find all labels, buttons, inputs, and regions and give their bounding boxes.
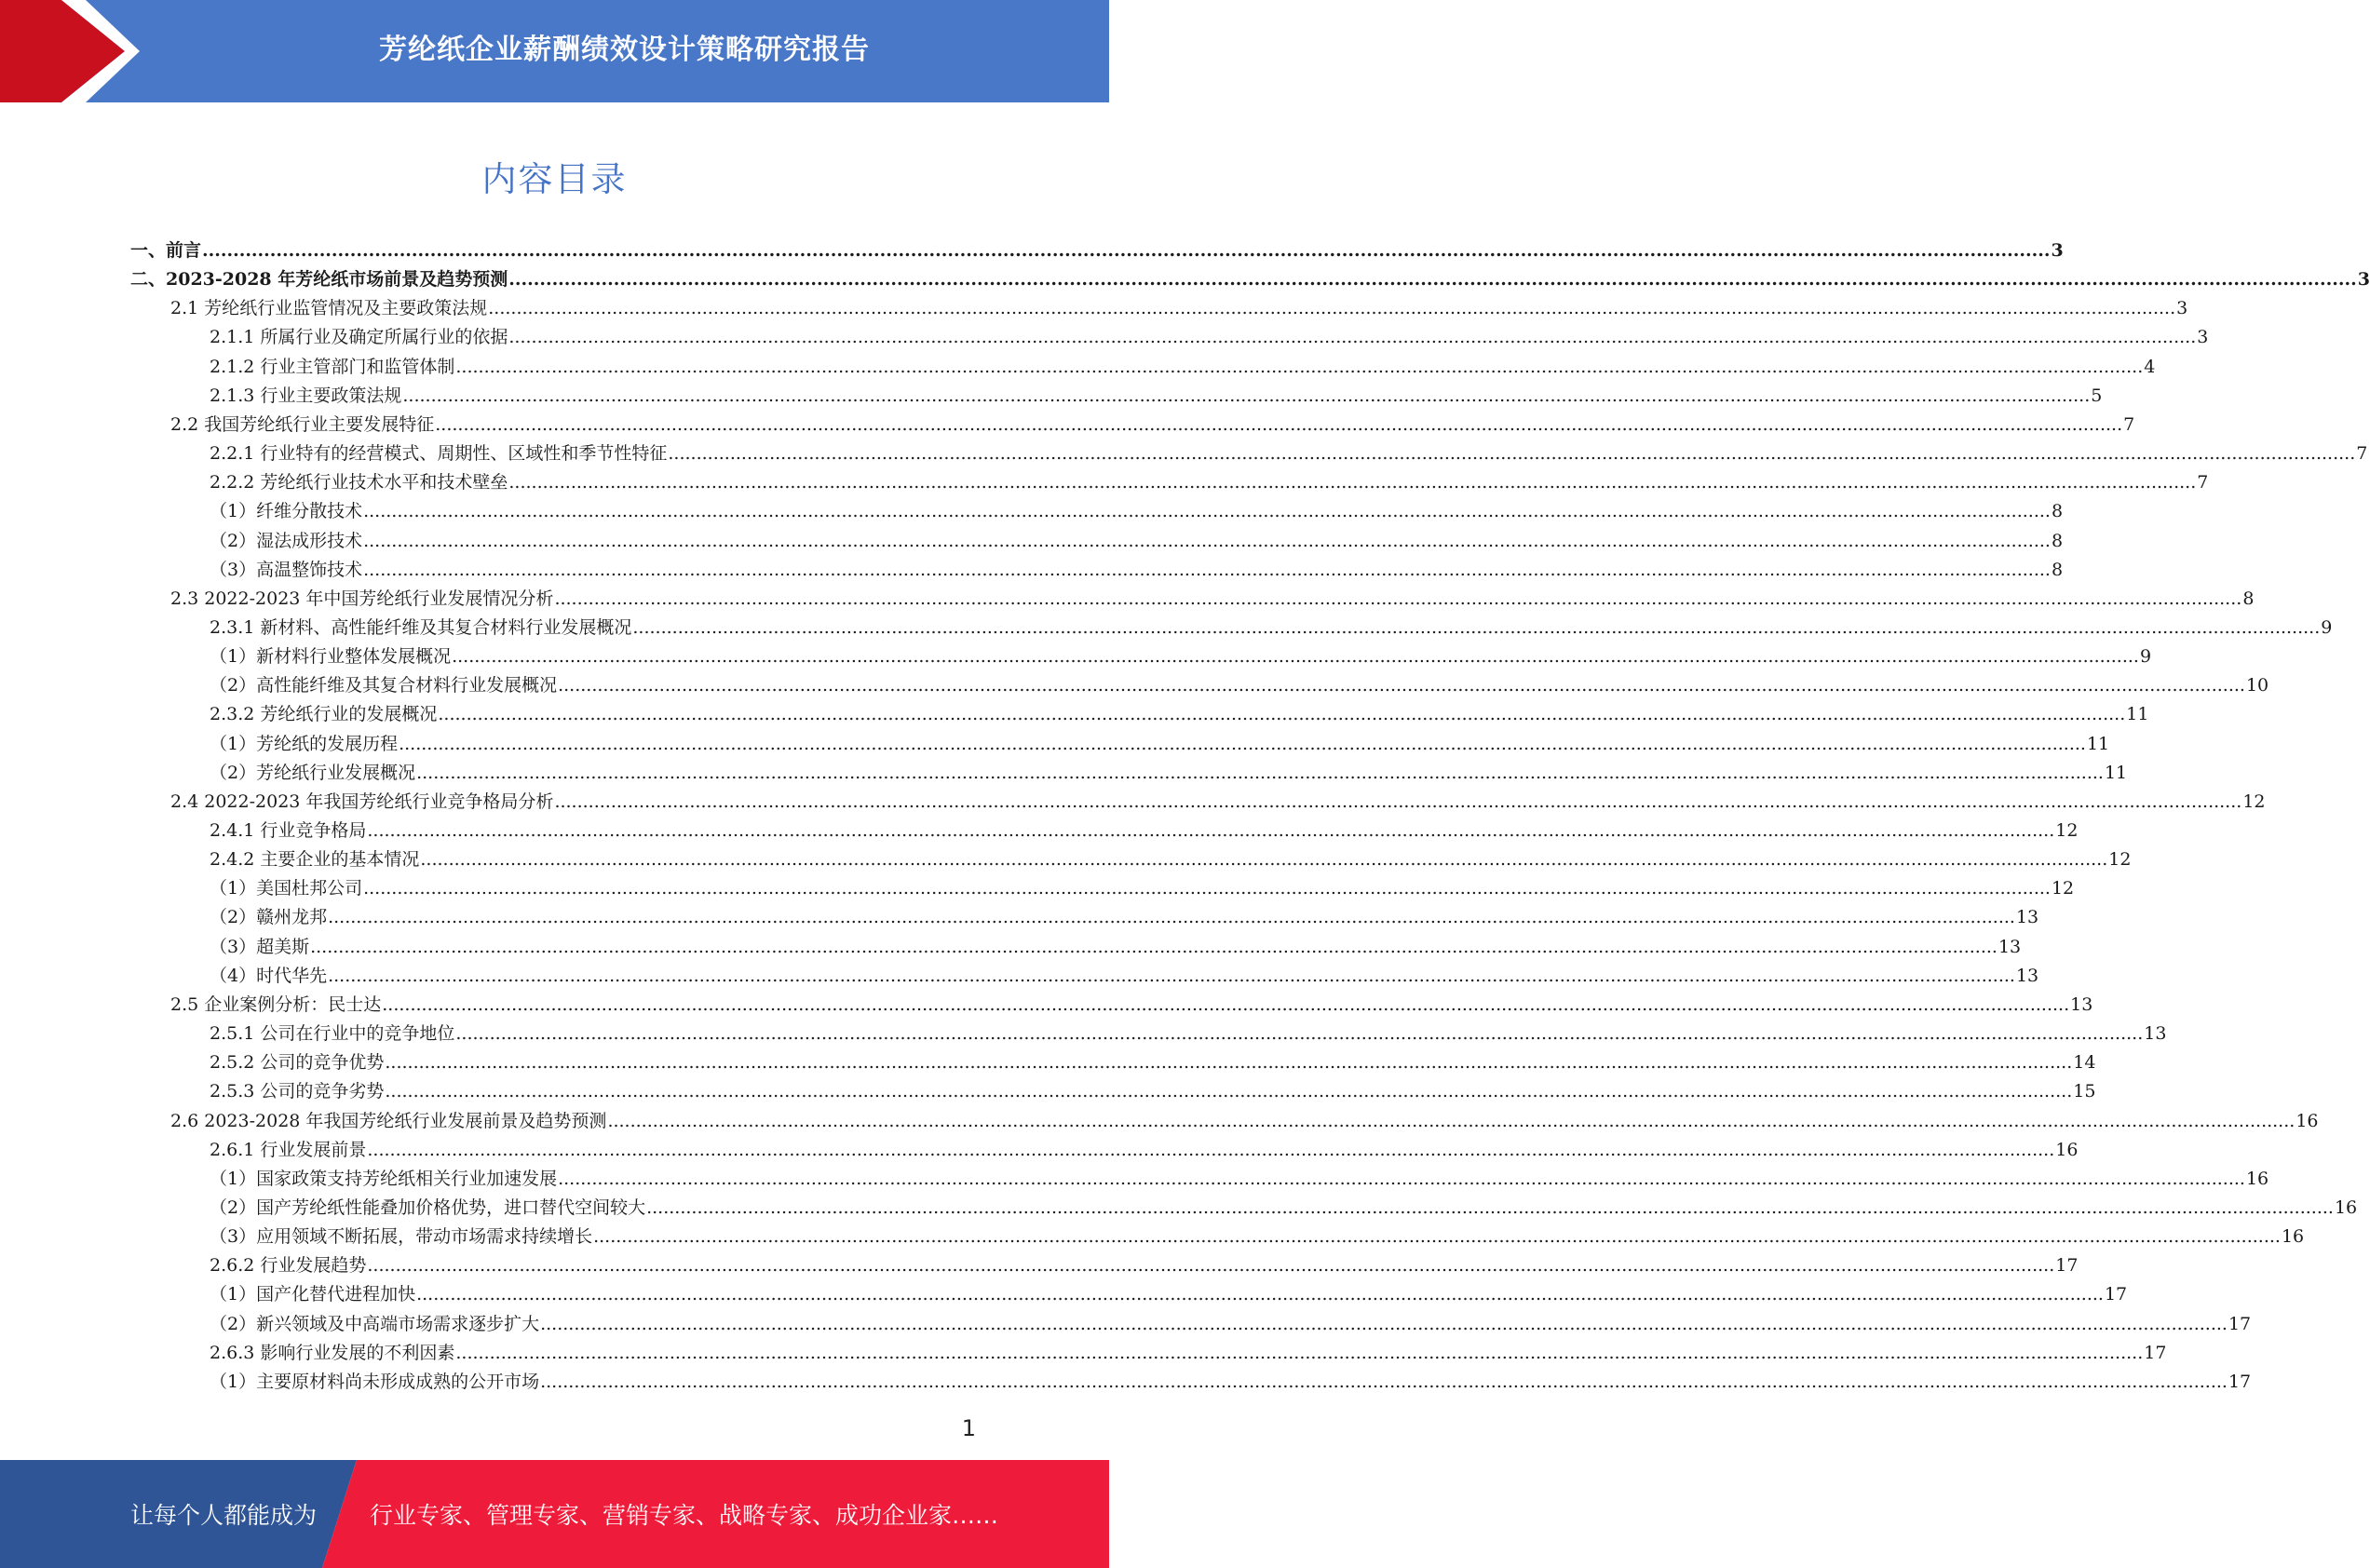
toc-leader-dots: ............................................................................................................................................................................................................................................................................................................ — [420, 849, 2108, 871]
toc-leader-dots: ............................................................................................................................................................................................................................................................................................................ — [416, 762, 2104, 783]
toc-entry-label: （1）国家政策支持芳纶纸相关行业加速发展 — [210, 1168, 558, 1189]
toc-entry[interactable] — [210, 730, 2110, 759]
toc-entry[interactable] — [210, 1020, 2167, 1048]
toc-entry[interactable] — [130, 237, 2064, 265]
toc-entry-label: （3）高温整饰技术 — [210, 559, 363, 580]
toc-leader-dots: ............................................................................................................................................................................................................................................................................................................ — [540, 1371, 2228, 1392]
toc-entry-label: （1）美国杜邦公司 — [210, 878, 363, 899]
toc-leader-dots: ............................................................................................................................................................................................................................................................................................................ — [363, 559, 2051, 580]
toc-entry-label: 2.4.2 主要企业的基本情况 — [210, 849, 420, 871]
toc-entry-label: （3）超美斯 — [210, 936, 310, 957]
toc-entry[interactable] — [210, 468, 2209, 497]
toc-entry[interactable] — [170, 294, 2188, 323]
toc-leader-dots: ............................................................................................................................................................................................................................................................................................................ — [363, 530, 2051, 551]
toc-entry-label: 2.6.3 影响行业发展的不利因素 — [210, 1342, 455, 1363]
toc-entry[interactable] — [210, 874, 2075, 903]
toc-leader-dots: ............................................................................................................................................................................................................................................................................................................ — [367, 1255, 2055, 1277]
toc-entry-page: 7 — [2197, 472, 2209, 493]
toc-entry[interactable] — [210, 527, 2064, 556]
toc-entry[interactable] — [210, 1280, 2128, 1309]
toc-entry-label: 2.3.1 新材料、高性能纤维及其复合材料行业发展概况 — [210, 616, 632, 638]
toc-leader-dots: ............................................................................................................................................................................................................................................................................................................ — [402, 385, 2091, 406]
toc-entry-label: 2.1.2 行业主管部门和监管体制 — [210, 356, 455, 377]
toc-entry-label: 2.2 我国芳纶纸行业主要发展特征 — [170, 413, 435, 435]
toc-leader-dots: ............................................................................................................................................................................................................................................................................................................ — [385, 1052, 2073, 1074]
toc-entry-page: 11 — [2086, 733, 2110, 754]
toc-entry[interactable] — [130, 265, 2370, 294]
toc-entry[interactable] — [210, 1165, 2269, 1194]
toc-entry-label: 2.3 2022-2023 年中国芳纶纸行业发展情况分析 — [170, 588, 554, 609]
toc-entry-label: （1）芳纶纸的发展历程 — [210, 733, 399, 754]
toc-entry-label: 2.5.2 公司的竞争优势 — [210, 1052, 385, 1074]
toc-entry[interactable] — [210, 353, 2156, 382]
toc-entry-label: （2）湿法成形技术 — [210, 530, 363, 551]
toc-leader-dots: ............................................................................................................................................................................................................................................................................................................ — [416, 1284, 2104, 1305]
toc-entry[interactable] — [210, 1310, 2252, 1339]
toc-entry[interactable] — [210, 323, 2209, 352]
toc-entry-label: （2）赣州龙邦 — [210, 907, 328, 928]
toc-heading: 内容目录 — [481, 159, 628, 199]
toc-entry-page: 12 — [2055, 820, 2079, 841]
toc-entry-page: 10 — [2245, 675, 2269, 696]
toc-leader-dots: ............................................................................................................................................................................................................................................................................................................ — [328, 907, 2015, 928]
toc-entry-page: 16 — [2334, 1196, 2358, 1218]
toc-entry-label: 2.5.1 公司在行业中的竞争地位 — [210, 1023, 455, 1045]
toc-entry-page: 9 — [2321, 616, 2333, 638]
toc-entry-page: 7 — [2356, 443, 2368, 465]
toc-leader-dots: ............................................................................................................................................................................................................................................................................................................ — [668, 443, 2356, 465]
toc-entry[interactable] — [210, 671, 2269, 700]
toc-leader-dots: ............................................................................................................................................................................................................................................................................................................ — [632, 616, 2321, 638]
toc-entry-label: （1）新材料行业整体发展概况 — [210, 646, 452, 668]
toc-entry-label: 2.5 企业案例分析：民士达 — [170, 994, 382, 1015]
toc-entry[interactable] — [210, 439, 2368, 468]
toc-entry-page: 12 — [2242, 791, 2266, 812]
toc-entry-label: 2.4.1 行业竞争格局 — [210, 820, 367, 841]
toc-entry-label: 2.6 2023-2028 年我国芳纶纸行业发展前景及趋势预测 — [170, 1110, 607, 1131]
toc-leader-dots: ............................................................................................................................................................................................................................................................................................................ — [540, 1313, 2228, 1334]
toc-entry-page: 8 — [2242, 588, 2255, 609]
toc-entry-page: 5 — [2091, 385, 2103, 406]
toc-entry-page: 12 — [2051, 878, 2075, 899]
toc-entry-page: 14 — [2073, 1052, 2096, 1074]
toc-entry-page: 13 — [2144, 1023, 2167, 1045]
toc-entry-page: 13 — [2015, 907, 2039, 928]
toc-entry-page: 17 — [2228, 1313, 2252, 1334]
header-arrow-decoration — [0, 0, 149, 102]
toc-leader-dots: ............................................................................................................................................................................................................................................................................................................ — [508, 472, 2197, 493]
toc-leader-dots: ............................................................................................................................................................................................................................................................................................................ — [310, 936, 1998, 957]
toc-entry[interactable] — [170, 1107, 2319, 1136]
toc-leader-dots: ............................................................................................................................................................................................................................................................................................................ — [558, 675, 2245, 696]
toc-entry-page: 12 — [2108, 849, 2132, 871]
header-banner — [0, 0, 1109, 102]
toc-leader-dots: ............................................................................................................................................................................................................................................................................................................ — [385, 1081, 2073, 1102]
toc-entry[interactable] — [210, 1194, 2358, 1223]
toc-entry-page: 13 — [2015, 965, 2039, 986]
toc-entry-page: 3 — [2051, 240, 2064, 261]
toc-entry[interactable] — [210, 1077, 2096, 1106]
toc-leader-dots: ............................................................................................................................................................................................................................................................................................................ — [455, 1342, 2144, 1363]
toc-entry-label: （1）国产化替代进程加快 — [210, 1284, 416, 1305]
toc-leader-dots: ............................................................................................................................................................................................................................................................................................................ — [435, 413, 2123, 435]
toc-entry-page: 8 — [2051, 501, 2064, 522]
toc-entry[interactable] — [210, 817, 2079, 845]
toc-entry-page: 11 — [2126, 704, 2149, 725]
toc-entry-label: （2）新兴领域及中高端市场需求逐步扩大 — [210, 1313, 540, 1334]
toc-entry[interactable] — [170, 788, 2266, 817]
toc-entry-page: 4 — [2144, 356, 2156, 377]
toc-leader-dots: ............................................................................................................................................................................................................................................................................................................ — [593, 1226, 2281, 1248]
toc-entry[interactable] — [170, 585, 2255, 614]
toc-leader-dots: ............................................................................................................................................................................................................................................................................................................ — [367, 1139, 2055, 1160]
toc-entry-page: 15 — [2073, 1081, 2096, 1102]
toc-entry-page: 13 — [1998, 936, 2022, 957]
toc-entry[interactable] — [170, 991, 2093, 1020]
toc-entry-page: 17 — [2104, 1284, 2128, 1305]
toc-leader-dots: ............................................................................................................................................................................................................................................................................................................ — [455, 356, 2144, 377]
toc-entry-label: （4）时代华先 — [210, 965, 328, 986]
toc-leader-dots: ............................................................................................................................................................................................................................................................................................................ — [554, 588, 2242, 609]
toc-entry-page: 17 — [2055, 1255, 2079, 1277]
toc-entry-label: 2.2.2 芳纶纸行业技术水平和技术壁垒 — [210, 472, 508, 493]
toc-entry-page: 17 — [2144, 1342, 2167, 1363]
toc-entry-label: 2.1.1 所属行业及确定所属行业的依据 — [210, 327, 508, 348]
toc-leader-dots: ............................................................................................................................................................................................................................................................................................................ — [382, 994, 2070, 1015]
toc-leader-dots: ............................................................................................................................................................................................................................................................................................................ — [488, 298, 2176, 319]
toc-entry[interactable] — [210, 1223, 2305, 1251]
toc-leader-dots: ............................................................................................................................................................................................................................................................................................................ — [508, 327, 2197, 348]
toc-entry-page: 8 — [2051, 530, 2064, 551]
toc-leader-dots: ............................................................................................................................................................................................................................................................................................................ — [363, 501, 2051, 522]
toc-entry[interactable] — [210, 1368, 2252, 1397]
toc-entry[interactable] — [210, 1251, 2079, 1280]
toc-entry-label: （2）高性能纤维及其复合材料行业发展概况 — [210, 675, 558, 696]
toc-leader-dots: ............................................................................................................................................................................................................................................................................................................ — [328, 965, 2015, 986]
toc-entry-page: 16 — [2296, 1110, 2319, 1131]
toc-entry[interactable] — [210, 933, 2022, 962]
toc-leader-dots: ............................................................................................................................................................................................................................................................................................................ — [399, 733, 2086, 754]
toc-entry[interactable] — [210, 642, 2152, 671]
toc-entry[interactable] — [210, 962, 2039, 991]
toc-entry-label: 2.1.3 行业主要政策法规 — [210, 385, 402, 406]
toc-leader-dots: ............................................................................................................................................................................................................................................................................................................ — [554, 791, 2242, 812]
toc-entry-page: 16 — [2281, 1226, 2305, 1248]
toc-entry-page: 17 — [2228, 1371, 2252, 1392]
toc-entry[interactable] — [210, 1048, 2096, 1077]
toc-entry[interactable] — [170, 411, 2135, 439]
toc-entry[interactable] — [210, 497, 2064, 526]
toc-entry-label: 2.3.2 芳纶纸行业的发展概况 — [210, 704, 438, 725]
toc-leader-dots: ............................................................................................................................................................................................................................................................................................................ — [363, 878, 2051, 899]
toc-entry-label: 二、2023-2028 年芳纶纸市场前景及趋势预测 — [130, 269, 508, 291]
toc-entry-label: 2.5.3 公司的竞争劣势 — [210, 1081, 385, 1102]
toc-entry[interactable] — [210, 845, 2132, 874]
toc-entry-label: 2.6.2 行业发展趋势 — [210, 1255, 367, 1277]
toc-entry[interactable] — [210, 1339, 2167, 1368]
toc-leader-dots: ............................................................................................................................................................................................................................................................................................................ — [508, 269, 2357, 291]
toc-entry-page: 9 — [2139, 646, 2152, 668]
toc-leader-dots: ............................................................................................................................................................................................................................................................................................................ — [438, 704, 2126, 725]
toc-entry-page: 13 — [2070, 994, 2093, 1015]
toc-entry-label: （3）应用领域不断拓展，带动市场需求持续增长 — [210, 1226, 593, 1248]
toc-entry-label: 一、前言 — [130, 240, 202, 261]
toc-entry-label: （1）纤维分散技术 — [210, 501, 363, 522]
toc-entry-label: （2）国产芳纶纸性能叠加价格优势，进口替代空间较大 — [210, 1196, 646, 1218]
toc-entry-page: 7 — [2123, 413, 2135, 435]
toc-entry-page: 16 — [2055, 1139, 2079, 1160]
toc-entry-page: 16 — [2245, 1168, 2269, 1189]
footer-banner — [0, 1460, 1109, 1568]
toc-entry-page: 3 — [2176, 298, 2188, 319]
footer-slogan-left: 让每个人都能成为 — [130, 1502, 318, 1529]
toc-entry[interactable] — [210, 759, 2128, 788]
toc-entry-label: （1）主要原材料尚未形成成熟的公开市场 — [210, 1371, 540, 1392]
toc-entry-page: 3 — [2197, 327, 2209, 348]
toc-leader-dots: ............................................................................................................................................................................................................................................................................................................ — [646, 1196, 2334, 1218]
report-title: 芳纶纸企业薪酬绩效设计策略研究报告 — [379, 34, 870, 66]
toc-entry-label: 2.4 2022-2023 年我国芳纶纸行业竞争格局分析 — [170, 791, 554, 812]
toc-entry[interactable] — [210, 1136, 2079, 1165]
toc-entry-label: （2）芳纶纸行业发展概况 — [210, 762, 416, 783]
toc-leader-dots: ............................................................................................................................................................................................................................................................................................................ — [558, 1168, 2245, 1189]
page-number: 1 — [961, 1415, 976, 1441]
toc-entry[interactable] — [210, 903, 2039, 932]
toc-entry-page: 3 — [2357, 269, 2370, 291]
toc-entry-label: 2.2.1 行业特有的经营模式、周期性、区域性和季节性特征 — [210, 443, 668, 465]
toc-entry[interactable] — [210, 382, 2103, 411]
toc-leader-dots: ............................................................................................................................................................................................................................................................................................................ — [367, 820, 2055, 841]
toc-leader-dots: ............................................................................................................................................................................................................................................................................................................ — [202, 240, 2051, 261]
toc-entry[interactable] — [210, 556, 2064, 585]
toc-leader-dots: ............................................................................................................................................................................................................................................................................................................ — [452, 646, 2139, 668]
toc-leader-dots: ............................................................................................................................................................................................................................................................................................................ — [607, 1110, 2296, 1131]
toc-leader-dots: ............................................................................................................................................................................................................................................................................................................ — [455, 1023, 2144, 1045]
toc-entry-page: 11 — [2104, 762, 2128, 783]
footer-slogan-right: 行业专家、管理专家、营销专家、战略专家、成功企业家…… — [370, 1502, 999, 1529]
toc-entry[interactable] — [210, 700, 2149, 729]
toc-entry-label: 2.6.1 行业发展前景 — [210, 1139, 367, 1160]
toc-entry-label: 2.1 芳纶纸行业监管情况及主要政策法规 — [170, 298, 488, 319]
toc-entry-page: 8 — [2051, 559, 2064, 580]
toc-entry[interactable] — [210, 614, 2333, 642]
